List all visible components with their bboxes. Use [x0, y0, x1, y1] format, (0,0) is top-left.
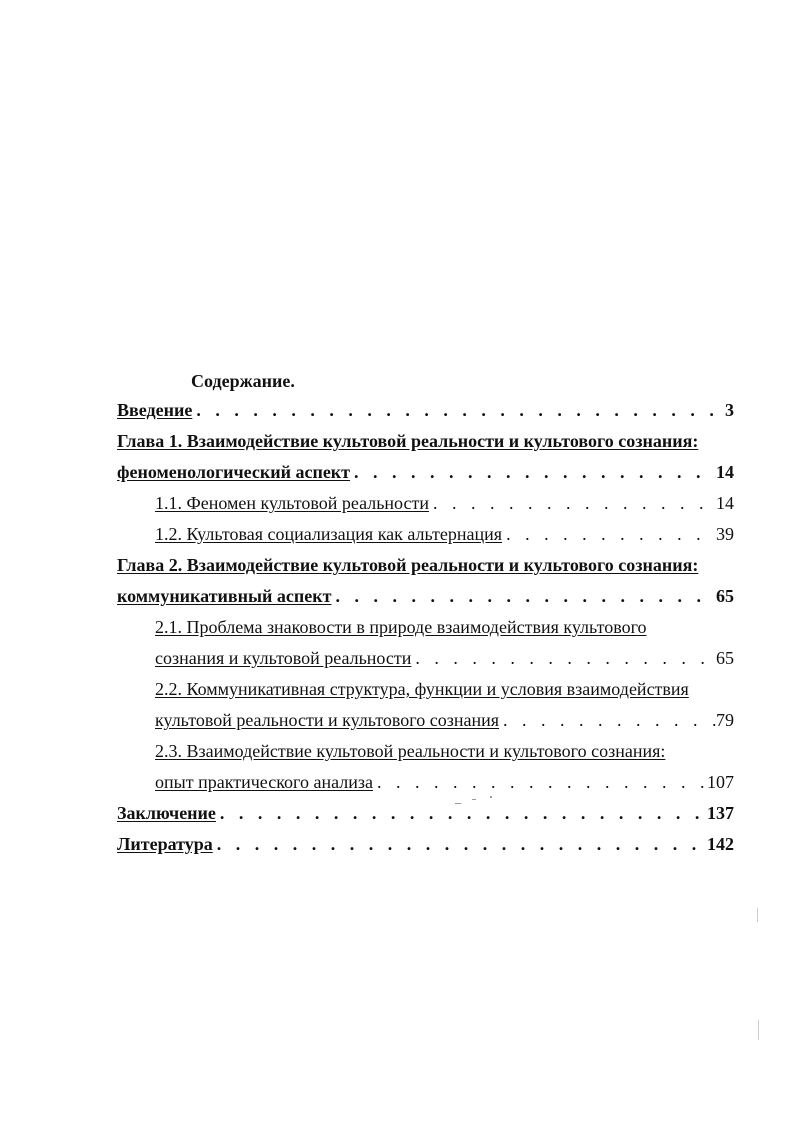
toc-entry-label: сознания и культовой реальности — [155, 648, 412, 668]
toc-entry-page: 65 — [716, 648, 734, 668]
dot-leader — [192, 398, 725, 422]
toc-entry-page: 14 — [716, 493, 734, 513]
toc-entry-label: культовой реальности и культового сознания — [155, 710, 500, 730]
toc-entry-section-1-2[interactable] — [155, 522, 734, 546]
toc-entry-label: Глава 1. Взаимодействие культовой реальности и культового сознания: — [117, 431, 699, 451]
toc-entry-section-2-2-line-2[interactable] — [155, 708, 734, 732]
scan-speck — [757, 908, 758, 922]
toc-entry-label: Заключение — [117, 803, 216, 823]
toc-entry-label: коммуникативный аспект — [117, 586, 332, 606]
toc-entry-label: Литература — [117, 834, 213, 854]
toc-entry-page: 3 — [725, 400, 734, 420]
toc-entry-page: 14 — [716, 462, 734, 482]
dot-leader — [499, 708, 716, 732]
toc-entry-label: феноменологический аспект — [117, 462, 351, 482]
dot-leader — [411, 646, 716, 670]
toc-entry-section-2-3-line-2[interactable] — [155, 770, 734, 794]
toc-entry-page: 137 — [707, 803, 734, 823]
scan-speck — [455, 803, 461, 804]
toc-entry-label: опыт практического анализа — [155, 772, 373, 792]
toc-entry-chapter-2-line-2[interactable] — [117, 584, 734, 608]
toc-entry-label: 2.1. Проблема знаковости в природе взаимодействия культового — [155, 617, 647, 637]
toc-entry-chapter-1-line-2[interactable] — [117, 460, 734, 484]
toc-entry-label: 2.2. Коммуникативная структура, функции и условия взаимодействия — [155, 679, 689, 699]
toc-entry-conclusion[interactable] — [117, 801, 734, 825]
toc-entry-page: 79 — [716, 710, 734, 730]
toc-entry-label: Введение — [117, 400, 193, 420]
scan-speck — [472, 799, 476, 800]
toc-entry-label: 2.3. Взаимодействие культовой реальности и культового сознания: — [155, 741, 666, 761]
dot-leader — [502, 522, 716, 546]
toc-entry-section-2-2-line-1[interactable] — [155, 677, 772, 701]
toc-entry-section-2-1-line-2[interactable] — [155, 646, 734, 670]
dot-leader — [213, 832, 707, 856]
scan-speck — [490, 796, 492, 798]
toc-entry-chapter-2-line-1[interactable] — [117, 553, 734, 577]
toc-entry-label: Глава 2. Взаимодействие культовой реальности и культового сознания: — [117, 555, 699, 575]
dot-leader — [373, 770, 707, 794]
toc-entry-page: 107 — [707, 772, 734, 792]
toc-entry-section-1-1[interactable] — [155, 491, 734, 515]
toc-entry-page: 142 — [707, 834, 734, 854]
toc-title: Содержание. — [191, 371, 295, 391]
toc-entry-page: 65 — [716, 586, 734, 606]
toc-entry-section-2-1-line-1[interactable] — [155, 615, 772, 639]
toc-entry-literature[interactable] — [117, 832, 734, 856]
toc-entry-page: 39 — [716, 524, 734, 544]
toc-entry-section-2-3-line-1[interactable] — [155, 739, 772, 763]
dot-leader — [350, 460, 716, 484]
toc-entry-chapter-1-line-1[interactable] — [117, 429, 734, 453]
toc-entry-label: 1.1. Феномен культовой реальности — [155, 493, 429, 513]
toc-entry-label: 1.2. Культовая социализация как альтернация — [155, 524, 503, 544]
dot-leader — [429, 491, 716, 515]
dot-leader — [331, 584, 716, 608]
scan-speck — [758, 1020, 759, 1040]
toc-entry-introduction[interactable] — [117, 398, 734, 422]
dot-leader — [216, 801, 707, 825]
